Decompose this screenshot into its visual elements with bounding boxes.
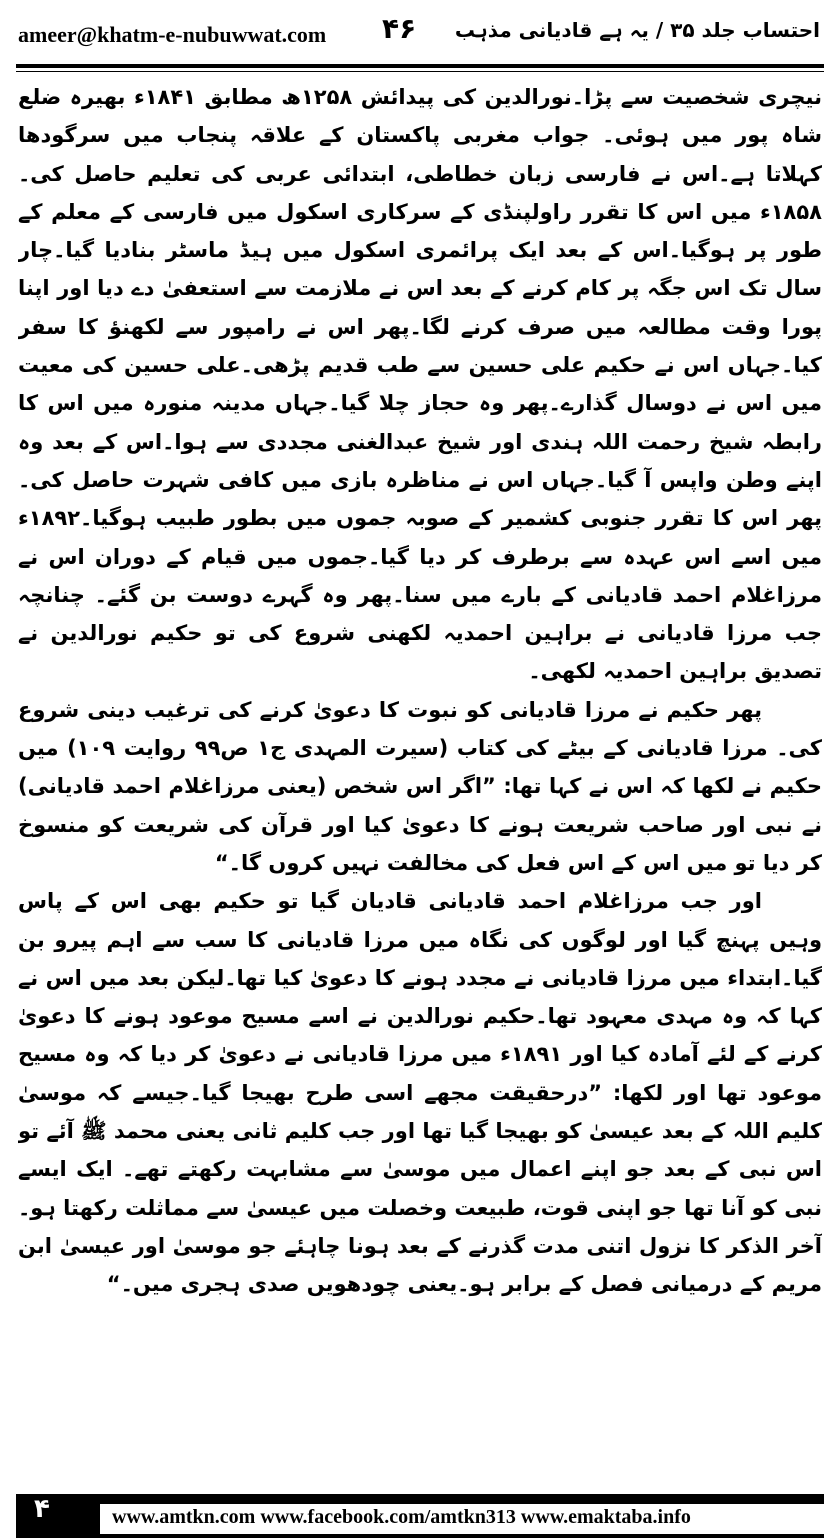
page-header (0, 0, 840, 64)
header-rule-thin (16, 71, 824, 72)
page-number: ۴۶ (382, 12, 417, 45)
header-rule (16, 64, 824, 68)
body-text (18, 78, 822, 1464)
paragraph-2: پھر حکیم نے مرزا قادیانی کو نبوت کا دعویٰ کرنے کی ترغیب دینی شروع کی۔ مرزا قادیانی کے بیٹے کی کتاب (سیرت المہدی ج۱ ص۹۹ روایت ۱۰۹) میں حکیم نے لکھا کہ اس نے کہا تھا: ”اگر اس شخص (یعنی مرزاغلام احمد قادیانی) نے نبی اور صاحب شریعت ہونے کا دعویٰ کیا اور قرآن کی شریعت کو منسوخ کر دیا تو میں اس کے اس فعل کی مخالفت نہیں کروں گا۔“ (18, 697, 822, 875)
footer-urls[interactable]: www.amtkn.com www.facebook.com/amtkn313 www.emaktaba.info (112, 1506, 691, 1528)
book-title: احتساب جلد ۳۵ / یہ ہے قادیانی مذہب (454, 18, 820, 42)
page-footer (0, 1486, 840, 1540)
paragraph-1: نیچری شخصیت سے پڑا۔نورالدین کی پیدائش ۱۲۵۸ھ مطابق ۱۸۴۱ء بھیرہ ضلع شاہ پور میں ہوئی۔ جواب مغربی پاکستان کے علاقہ پنجاب میں سرگودھا کہلاتا ہے۔اس نے فارسی زبان خطاطی، ابتدائی عربی کی تعلیم حاصل کی۔ ۱۸۵۸ء میں اس کا تقرر راولپنڈی کے سرکاری اسکول میں فارسی کے معلم کے طور پر ہوگیا۔اس کے بعد ایک پرائمری اسکول میں ہیڈ ماسٹر بنادیا گیا۔چار سال تک اس جگہ پر کام کرنے کے بعد اس نے ملازمت سے استعفیٰ دے دیا اور اپنا پورا وقت مطالعہ میں صرف کرنے لگا۔پھر اس نے رامپور سے لکھنؤ کا سفر کیا۔جہاں اس نے حکیم علی حسین سے طب قدیم پڑھی۔علی حسین کی معیت میں اس نے دوسال گذارے۔پھر وہ حجاز چلا گیا۔جہاں مدینہ منورہ میں اس کا رابطہ شیخ رحمت اللہ ہندی اور شیخ عبدالغنی مجددی سے ہوا۔اس کے بعد وہ اپنے وطن واپس آ گیا۔جہاں اس نے مناظرہ بازی میں کافی شہرت حاصل کی۔پھر اس کا تقرر جنوبی کشمیر کے صوبہ جموں میں بطور طبیب ہوگیا۔۱۸۹۲ء میں اسے اس عہدہ سے برطرف کر دیا گیا۔جموں میں قیام کے دوران اس نے مرزاغلام احمد قادیانی کے بارے میں سنا۔پھر وہ گہرے دوست بن گئے۔ چنانچہ جب مرزا قادیانی نے براہین احمدیہ لکھنی شروع کی تو حکیم نورالدین نے تصدیق براہین احمدیہ لکھی۔ (18, 85, 822, 684)
footer-number: ۴ (34, 1494, 50, 1524)
header-email: ameer@khatm-e-nubuwwat.com (18, 22, 327, 47)
paragraph-3: اور جب مرزاغلام احمد قادیانی قادیان گیا تو حکیم بھی اس کے پاس وہیں پہنچ گیا اور لوگوں کی نگاہ میں مرزا قادیانی کا سب سے اہم پیرو بن گیا۔ابتداء میں مرزا قادیانی نے مجدد ہونے کا دعویٰ کیا تھا۔لیکن بعد میں اس نے کہا کہ وہ مہدی معہود تھا۔حکیم نورالدین نے اسے مسیح موعود ہونے کا دعویٰ کرنے کے لئے آمادہ کیا اور ۱۸۹۱ء میں مرزا قادیانی نے دعویٰ کر دیا کہ وہ مسیح موعود تھا اور لکھا: ”درحقیقت مجھے اسی طرح بھیجا گیا۔جیسے کہ موسیٰ کلیم اللہ کے بعد عیسیٰ کو بھیجا گیا تھا اور جب کلیم ثانی یعنی محمد ﷺ آئے تو اس نبی کے بعد جو اپنے اعمال میں موسیٰ سے مشابہت رکھتے تھے۔ ایک ایسے نبی کو آنا تھا جو اپنی قوت، طبیعت وخصلت میں عیسیٰ سے مماثلت رکھتا ہو۔آخر الذکر کا نزول اتنی مدت گذرنے کے بعد ہونا چاہئے جو موسیٰ اور عیسیٰ ابن مریم کے درمیانی فصل کے برابر ہو۔یعنی چودھویں صدی ہجری میں۔“ (18, 889, 822, 1297)
